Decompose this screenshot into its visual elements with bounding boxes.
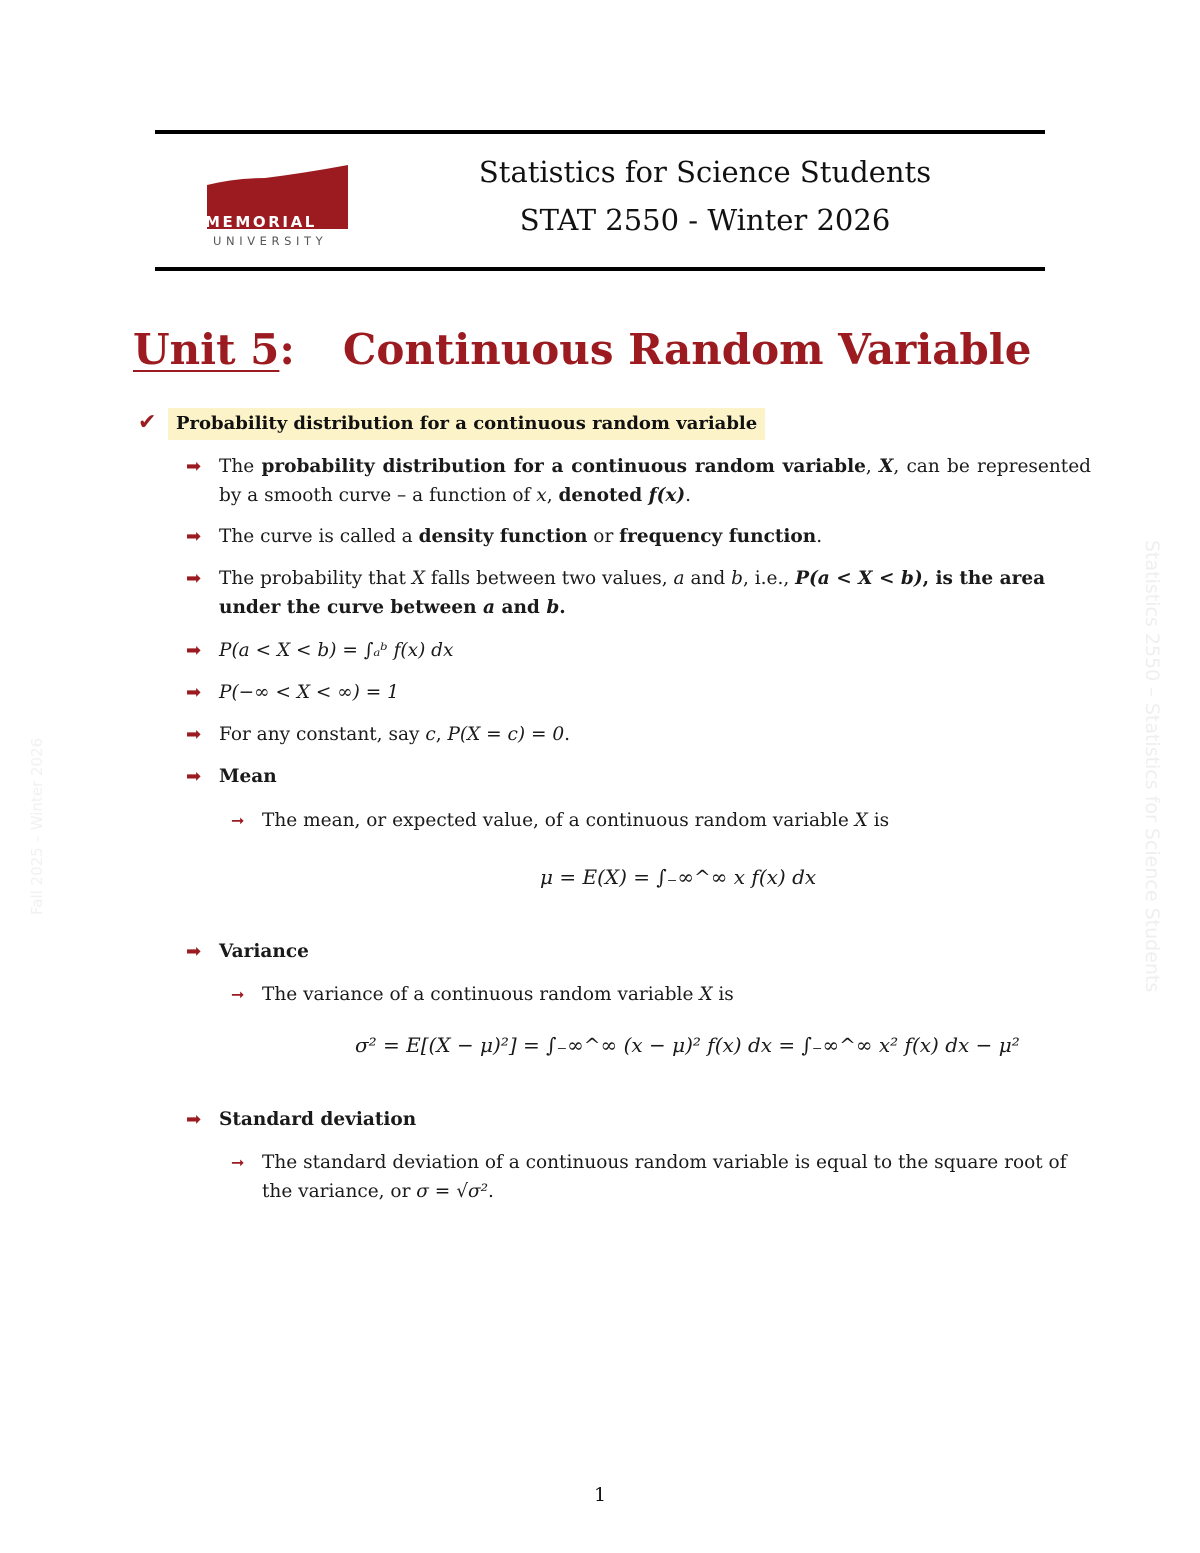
text: is — [712, 984, 734, 1005]
text: is — [867, 810, 890, 831]
bullet-density-function — [219, 522, 1091, 551]
variance-description — [262, 980, 1092, 1009]
standard-deviation-description — [262, 1148, 1092, 1206]
sub-arrow-icon: ➞ — [231, 1153, 245, 1172]
formula-variance: σ² = E[(X − μ)²] = ∫₋∞^∞ (x − μ)² f(x) dx = ∫₋∞^∞ x² f(x) dx − μ² — [355, 1033, 1020, 1057]
mean-heading: Mean — [219, 766, 277, 787]
text: The mean, or expected value, of a continuous random variable — [262, 810, 855, 831]
text: For any constant, say — [219, 724, 426, 745]
text: , — [435, 724, 448, 745]
logo-word-university: UNIVERSITY — [213, 234, 328, 248]
memorial-university-logo — [205, 163, 350, 253]
text: , can be represented by a smooth curve – a function of — [219, 456, 1091, 506]
arrow-bullet-icon: ➡ — [186, 640, 202, 661]
text: or — [587, 526, 620, 547]
unit-heading — [133, 325, 1031, 374]
text: The curve is called a — [219, 526, 419, 547]
variance-heading: Variance — [219, 941, 309, 962]
text: The — [219, 456, 262, 477]
arrow-bullet-icon: ➡ — [186, 1109, 202, 1130]
bullet-prob-distribution — [219, 452, 1091, 510]
bold-term: density function — [418, 526, 588, 547]
watermark-left: Fall 2025 – Winter 2026 — [28, 737, 46, 915]
arrow-bullet-icon: ➡ — [186, 941, 202, 962]
text: , — [546, 485, 559, 506]
arrow-bullet-icon: ➡ — [186, 526, 202, 547]
mean-description — [262, 806, 1092, 835]
arrow-bullet-icon: ➡ — [186, 766, 202, 787]
sub-arrow-icon: ➞ — [231, 985, 245, 1004]
math-var: a — [483, 597, 496, 618]
math-expression: P(X = c) = 0 — [447, 724, 565, 745]
header-rule-bottom — [155, 267, 1045, 271]
bold-term: . — [559, 597, 566, 618]
section-title: Probability distribution for a continuous random variable — [168, 408, 765, 440]
arrow-bullet-icon: ➡ — [186, 456, 202, 477]
math-var: c — [425, 724, 436, 745]
arrow-bullet-icon: ➡ — [186, 724, 202, 745]
bold-term: and — [495, 597, 547, 618]
unit-title: Continuous Random Variable — [342, 325, 1032, 374]
math-expression: P(a < X < b) — [795, 568, 923, 589]
text: , — [865, 456, 879, 477]
standard-deviation-heading: Standard deviation — [219, 1109, 417, 1130]
text: . — [816, 526, 823, 547]
math-var: X — [854, 810, 868, 831]
math-var: a — [673, 568, 685, 589]
bullet-point-probability — [219, 720, 1091, 749]
text: , i.e., — [742, 568, 796, 589]
checkmark-icon: ✔ — [138, 410, 157, 435]
course-title: Statistics for Science Students — [478, 155, 932, 189]
text: . — [488, 1181, 494, 1202]
math-var: X — [699, 984, 713, 1005]
math-var: X — [878, 456, 894, 477]
text: The standard deviation of a continuous random variable is equal to the square root of the variance, or — [262, 1152, 1067, 1202]
watermark-right: Statistics 2550 – Statistics for Science Students — [1141, 540, 1163, 993]
sub-arrow-icon: ➞ — [231, 811, 245, 830]
math-var: f(x) — [648, 485, 686, 506]
header-rule-top — [155, 130, 1045, 134]
text: . — [564, 724, 571, 745]
arrow-bullet-icon: ➡ — [186, 568, 202, 589]
arrow-bullet-icon: ➡ — [186, 682, 202, 703]
text: . — [685, 485, 692, 506]
page-number: 1 — [593, 1484, 607, 1506]
math-var: b — [546, 597, 560, 618]
text: The variance of a continuous random variable — [262, 984, 700, 1005]
formula-total-probability: P(−∞ < X < ∞) = 1 — [219, 682, 399, 703]
unit-label: Unit 5 — [133, 325, 280, 374]
math-var: x — [536, 485, 547, 506]
formula-probability-integral: P(a < X < b) = ∫ₐᵇ f(x) dx — [219, 640, 454, 661]
bold-term: , is the area under the curve between — [219, 568, 1046, 618]
formula-mean: μ = E(X) = ∫₋∞^∞ x f(x) dx — [540, 865, 817, 889]
unit-colon: : — [279, 325, 295, 374]
logo-word-memorial: MEMORIAL — [205, 213, 317, 231]
formula-standard-deviation: σ = √σ² — [416, 1181, 489, 1202]
bullet-area-under-curve — [219, 564, 1091, 622]
bold-term: frequency function — [619, 526, 817, 547]
text: and — [684, 568, 732, 589]
bold-term: denoted — [558, 485, 649, 506]
bold-term: probability distribution for a continuous random variable — [261, 456, 866, 477]
math-var: X — [411, 568, 426, 589]
text: The probability that — [219, 568, 412, 589]
math-var: b — [731, 568, 743, 589]
course-code-term: STAT 2550 - Winter 2026 — [519, 203, 891, 237]
text: falls between two values, — [425, 568, 674, 589]
